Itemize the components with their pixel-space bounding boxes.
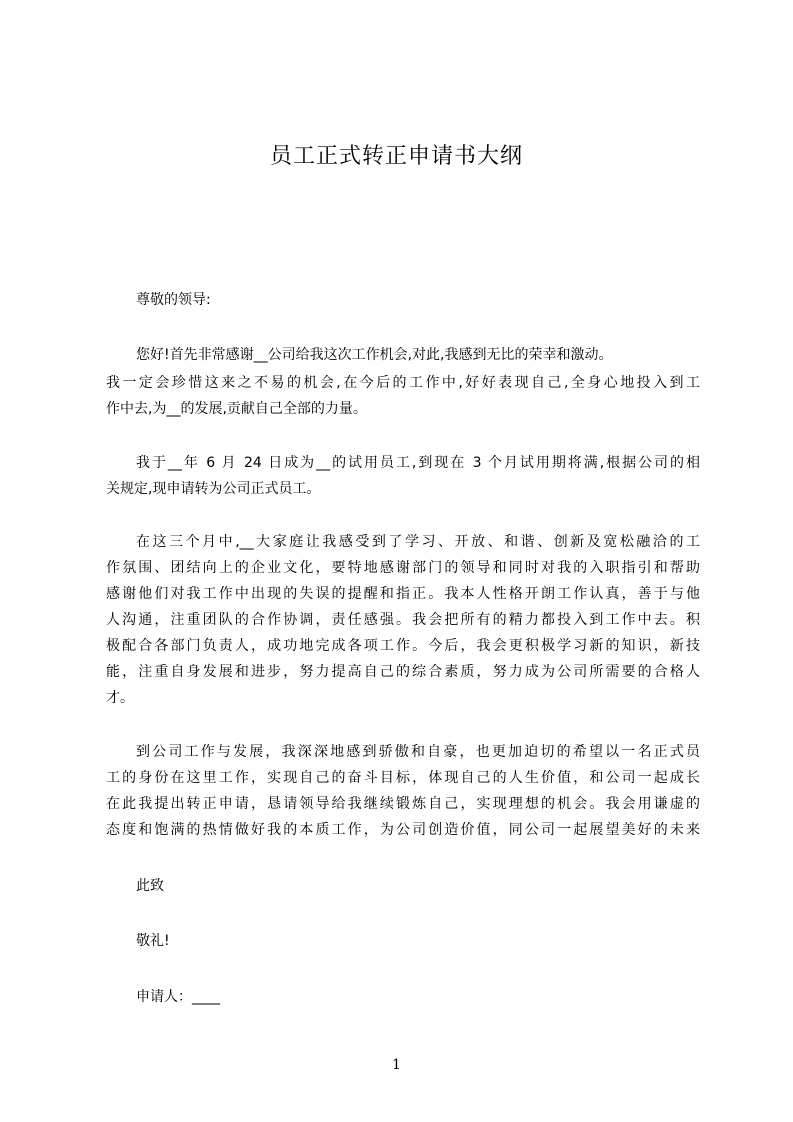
closing-salute: 敬礼! [136,933,170,949]
applicant-signature: 申请人：____ [136,989,220,1005]
paragraph-4-line: 工的身份在这里工作，实现自己的奋斗目标，体现自己的人生价值，和公司一起成长 [106,770,700,786]
page-number: 1 [392,1057,401,1073]
closing-regards: 此致 [136,878,164,894]
paragraph-3-line: 能，注重自身发展和进步，努力提高自己的综合素质，努力成为公司所需要的合格人 [106,664,700,680]
paragraph-3-line: 极配合各部门负责人，成功地完成各项工作。今后，我会更积极学习新的知识，新技 [106,638,700,654]
paragraph-3-line: 作氛围、团结向上的企业文化，要特地感谢部门的领导和同时对我的入职指引和帮助 [106,560,700,576]
paragraph-3-line: 在这三个月中,__大家庭让我感受到了学习、开放、和谐、创新及宽松融洽的工 [136,534,700,550]
paragraph-1-line: 我一定会珍惜这来之不易的机会,在今后的工作中,好好表现自己,全身心地投入到工 [106,375,700,391]
paragraph-3-line: 感谢他们对我工作中出现的失误的提醒和指正。我本人性格开朗工作认真，善于与他 [106,586,700,602]
paragraph-1-line: 作中去,为__的发展,贡献自己全部的力量。 [106,401,367,417]
paragraph-4-line: 在此我提出转正申请，恳请领导给我继续锻炼自己，实现理想的机会。我会用谦虚的 [106,796,700,812]
salutation: 尊敬的领导: [136,292,211,308]
paragraph-3-line: 才。 [106,690,134,706]
paragraph-4-line: 态度和饱满的热情做好我的本质工作，为公司创造价值，同公司一起展望美好的未来 [106,822,700,838]
paragraph-4-line: 到公司工作与发展，我深深地感到骄傲和自豪，也更加迫切的希望以一名正式员 [136,744,700,760]
paragraph-3-line: 人沟通，注重团队的合作协调，责任感强。我会把所有的精力都投入到工作中去。积 [106,612,700,628]
paragraph-2-line: 我于__年 6 月 24 日成为__的试用员工,到现在 3 个月试用期将满,根据公司的相 [136,455,700,471]
paragraph-2-line: 关规定,现申请转为公司正式员工。 [106,481,321,497]
document-title: 员工正式转正申请书大纲 [269,144,523,169]
paragraph-1-line: 您好!首先非常感谢__公司给我这次工作机会,对此,我感到无比的荣幸和激动。 [136,347,613,363]
